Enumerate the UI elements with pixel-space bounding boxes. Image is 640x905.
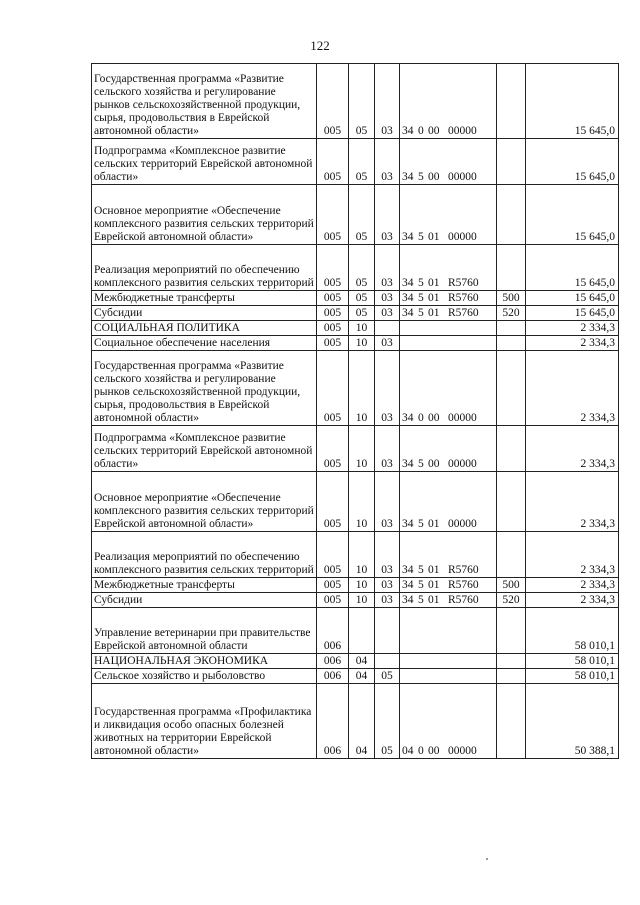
cell-name: НАЦИОНАЛЬНАЯ ЭКОНОМИКА — [92, 654, 317, 669]
cell-rz: 05 — [349, 185, 375, 245]
cell-target-article — [400, 593, 497, 608]
cell-sum: 15 645,0 — [526, 291, 619, 306]
target-article-part: 00000 — [448, 745, 477, 757]
cell-vr — [497, 139, 526, 185]
target-article-part: 34 — [402, 292, 414, 304]
cell-vr — [497, 336, 526, 351]
cell-vr: 500 — [497, 578, 526, 593]
cell-target-article — [400, 351, 497, 426]
target-article-part: 0 — [418, 125, 424, 137]
cell-sum: 2 334,3 — [526, 532, 619, 578]
cell-pr: 03 — [375, 532, 400, 578]
target-article-part: 34 — [402, 277, 414, 289]
target-article-part: 00 — [428, 745, 440, 757]
cell-rz: 10 — [349, 351, 375, 426]
cell-vr: 520 — [497, 306, 526, 321]
table-row — [92, 336, 619, 351]
cell-vr — [497, 351, 526, 426]
table-row — [92, 578, 619, 593]
cell-rz: 10 — [349, 336, 375, 351]
cell-pr: 03 — [375, 578, 400, 593]
cell-name: Субсидии — [92, 593, 317, 608]
target-article-part: 00 — [428, 458, 440, 470]
cell-grbs: 005 — [317, 64, 349, 139]
target-article-part: 01 — [428, 231, 440, 243]
cell-sum: 58 010,1 — [526, 654, 619, 669]
target-article-part: 00 — [428, 125, 440, 137]
cell-sum: 2 334,3 — [526, 472, 619, 532]
cell-grbs: 005 — [317, 291, 349, 306]
table-row — [92, 608, 619, 654]
cell-sum: 2 334,3 — [526, 351, 619, 426]
target-article-part: R5760 — [448, 292, 479, 304]
cell-target-article — [400, 64, 497, 139]
cell-vr — [497, 654, 526, 669]
cell-vr — [497, 64, 526, 139]
table-row — [92, 654, 619, 669]
table-body — [92, 64, 619, 759]
target-article-part: 5 — [418, 458, 424, 470]
cell-grbs: 005 — [317, 321, 349, 336]
target-article-part: 0 — [418, 412, 424, 424]
cell-rz: 10 — [349, 593, 375, 608]
cell-name: Субсидии — [92, 306, 317, 321]
cell-sum: 15 645,0 — [526, 245, 619, 291]
cell-rz: 10 — [349, 578, 375, 593]
target-article-part: R5760 — [448, 594, 479, 606]
cell-name: Государственная программа «Развитие сельского хозяйства и регулирование рынков сельскохозяйственной продукции, сырья, продовольствия в Еврейской автономной области» — [92, 351, 317, 426]
cell-name: Государственная программа «Профилактика и ликвидация особо опасных болезней животных на территории Еврейской автономной области» — [92, 684, 317, 759]
target-article-part: R5760 — [448, 579, 479, 591]
cell-vr — [497, 669, 526, 684]
target-article-part: 01 — [428, 594, 440, 606]
cell-name: Государственная программа «Развитие сельского хозяйства и регулирование рынков сельскохозяйственной продукции, сырья, продовольствия в Еврейской автономной области» — [92, 64, 317, 139]
table-row — [92, 532, 619, 578]
cell-grbs: 006 — [317, 684, 349, 759]
cell-vr — [497, 321, 526, 336]
cell-pr: 03 — [375, 306, 400, 321]
target-article-part: 5 — [418, 307, 424, 319]
cell-grbs: 006 — [317, 654, 349, 669]
cell-vr — [497, 426, 526, 472]
cell-sum: 58 010,1 — [526, 608, 619, 654]
table-row — [92, 472, 619, 532]
target-article-part: R5760 — [448, 307, 479, 319]
cell-pr: 03 — [375, 472, 400, 532]
target-article-part: 00 — [428, 171, 440, 183]
cell-sum: 15 645,0 — [526, 139, 619, 185]
cell-vr — [497, 185, 526, 245]
cell-name: Межбюджетные трансферты — [92, 578, 317, 593]
target-article-part: 00 — [428, 412, 440, 424]
target-article-part: 00000 — [448, 412, 477, 424]
cell-name: Реализация мероприятий по обеспечению комплексного развития сельских территорий — [92, 245, 317, 291]
cell-pr: 05 — [375, 669, 400, 684]
cell-grbs: 005 — [317, 578, 349, 593]
cell-sum: 15 645,0 — [526, 306, 619, 321]
cell-name: СОЦИАЛЬНАЯ ПОЛИТИКА — [92, 321, 317, 336]
target-article-part: 01 — [428, 292, 440, 304]
table-row — [92, 139, 619, 185]
cell-name: Межбюджетные трансферты — [92, 291, 317, 306]
cell-vr — [497, 532, 526, 578]
cell-target-article — [400, 426, 497, 472]
cell-vr — [497, 472, 526, 532]
target-article-part: 5 — [418, 564, 424, 576]
budget-table — [91, 63, 619, 759]
target-article-part: 01 — [428, 307, 440, 319]
target-article-part: 5 — [418, 292, 424, 304]
cell-rz: 05 — [349, 245, 375, 291]
cell-grbs: 005 — [317, 185, 349, 245]
cell-sum: 15 645,0 — [526, 185, 619, 245]
cell-grbs: 005 — [317, 336, 349, 351]
cell-pr — [375, 321, 400, 336]
cell-pr: 03 — [375, 593, 400, 608]
page-number: 122 — [310, 38, 330, 53]
cell-rz: 05 — [349, 291, 375, 306]
table-row — [92, 245, 619, 291]
target-article-part: 34 — [402, 412, 414, 424]
cell-target-article — [400, 336, 497, 351]
cell-target-article — [400, 684, 497, 759]
cell-name: Подпрограмма «Комплексное развитие сельских территорий Еврейской автономной области» — [92, 139, 317, 185]
target-article-part: 34 — [402, 125, 414, 137]
target-article-part: 00000 — [448, 231, 477, 243]
cell-vr — [497, 684, 526, 759]
cell-rz: 04 — [349, 684, 375, 759]
cell-sum: 2 334,3 — [526, 321, 619, 336]
target-article-part: 00000 — [448, 125, 477, 137]
table-row — [92, 593, 619, 608]
cell-name: Реализация мероприятий по обеспечению комплексного развития сельских территорий — [92, 532, 317, 578]
cell-vr: 500 — [497, 291, 526, 306]
cell-rz: 10 — [349, 472, 375, 532]
target-article-part: R5760 — [448, 277, 479, 289]
cell-pr: 03 — [375, 139, 400, 185]
target-article-part: 5 — [418, 231, 424, 243]
target-article-part: 34 — [402, 564, 414, 576]
target-article-part: 5 — [418, 518, 424, 530]
cell-target-article — [400, 532, 497, 578]
cell-target-article — [400, 578, 497, 593]
table-row — [92, 684, 619, 759]
cell-name: Управление ветеринарии при правительстве Еврейской автономной области — [92, 608, 317, 654]
target-article-part: R5760 — [448, 564, 479, 576]
cell-grbs: 005 — [317, 139, 349, 185]
cell-target-article — [400, 669, 497, 684]
cell-sum: 2 334,3 — [526, 593, 619, 608]
target-article-part: 5 — [418, 594, 424, 606]
cell-vr — [497, 245, 526, 291]
cell-grbs: 005 — [317, 245, 349, 291]
target-article-part: 34 — [402, 579, 414, 591]
cell-vr — [497, 608, 526, 654]
cell-rz: 04 — [349, 654, 375, 669]
target-article-part: 01 — [428, 579, 440, 591]
table-row — [92, 306, 619, 321]
cell-sum: 2 334,3 — [526, 336, 619, 351]
cell-pr: 03 — [375, 336, 400, 351]
target-article-part: 34 — [402, 458, 414, 470]
cell-grbs: 005 — [317, 593, 349, 608]
cell-rz: 10 — [349, 532, 375, 578]
cell-grbs: 005 — [317, 532, 349, 578]
cell-grbs: 006 — [317, 669, 349, 684]
cell-target-article — [400, 321, 497, 336]
cell-pr: 03 — [375, 185, 400, 245]
target-article-part: 00000 — [448, 171, 477, 183]
cell-pr — [375, 608, 400, 654]
table-row — [92, 351, 619, 426]
cell-target-article — [400, 291, 497, 306]
target-article-part: 5 — [418, 171, 424, 183]
target-article-part: 04 — [402, 745, 414, 757]
cell-grbs: 005 — [317, 426, 349, 472]
cell-pr: 03 — [375, 291, 400, 306]
cell-sum: 50 388,1 — [526, 684, 619, 759]
cell-rz: 05 — [349, 306, 375, 321]
target-article-part: 34 — [402, 231, 414, 243]
cell-target-article — [400, 139, 497, 185]
cell-grbs: 005 — [317, 472, 349, 532]
target-article-part: 5 — [418, 277, 424, 289]
cell-pr: 03 — [375, 351, 400, 426]
table-row — [92, 185, 619, 245]
target-article-part: 00000 — [448, 458, 477, 470]
target-article-part: 01 — [428, 518, 440, 530]
target-article-part: 01 — [428, 277, 440, 289]
cell-name: Основное мероприятие «Обеспечение комплексного развития сельских территорий Еврейской автономной области» — [92, 185, 317, 245]
cell-sum: 2 334,3 — [526, 578, 619, 593]
cell-name: Социальное обеспечение населения — [92, 336, 317, 351]
cell-sum: 58 010,1 — [526, 669, 619, 684]
cell-pr — [375, 654, 400, 669]
cell-grbs: 006 — [317, 608, 349, 654]
cell-rz: 10 — [349, 426, 375, 472]
cell-grbs: 005 — [317, 351, 349, 426]
cell-target-article — [400, 654, 497, 669]
cell-rz: 10 — [349, 321, 375, 336]
cell-rz — [349, 608, 375, 654]
target-article-part: 00000 — [448, 518, 477, 530]
target-article-part: 34 — [402, 307, 414, 319]
cell-name: Основное мероприятие «Обеспечение комплексного развития сельских территорий Еврейской автономной области» — [92, 472, 317, 532]
target-article-part: 0 — [418, 745, 424, 757]
cell-sum: 15 645,0 — [526, 64, 619, 139]
cell-target-article — [400, 472, 497, 532]
cell-target-article — [400, 306, 497, 321]
target-article-part: 5 — [418, 579, 424, 591]
cell-target-article — [400, 608, 497, 654]
cell-grbs: 005 — [317, 306, 349, 321]
target-article-part: 34 — [402, 171, 414, 183]
table-row — [92, 64, 619, 139]
target-article-part: 34 — [402, 594, 414, 606]
cell-pr: 03 — [375, 64, 400, 139]
table-row — [92, 426, 619, 472]
scan-speck — [486, 858, 488, 860]
cell-pr: 03 — [375, 426, 400, 472]
cell-rz: 04 — [349, 669, 375, 684]
cell-target-article — [400, 185, 497, 245]
cell-name: Сельское хозяйство и рыболовство — [92, 669, 317, 684]
cell-sum: 2 334,3 — [526, 426, 619, 472]
table-row — [92, 669, 619, 684]
table-row — [92, 291, 619, 306]
cell-target-article — [400, 245, 497, 291]
target-article-part: 01 — [428, 564, 440, 576]
cell-name: Подпрограмма «Комплексное развитие сельских территорий Еврейской автономной области» — [92, 426, 317, 472]
cell-pr: 03 — [375, 245, 400, 291]
cell-vr: 520 — [497, 593, 526, 608]
cell-rz: 05 — [349, 139, 375, 185]
table-row — [92, 321, 619, 336]
target-article-part: 34 — [402, 518, 414, 530]
cell-rz: 05 — [349, 64, 375, 139]
cell-pr: 05 — [375, 684, 400, 759]
